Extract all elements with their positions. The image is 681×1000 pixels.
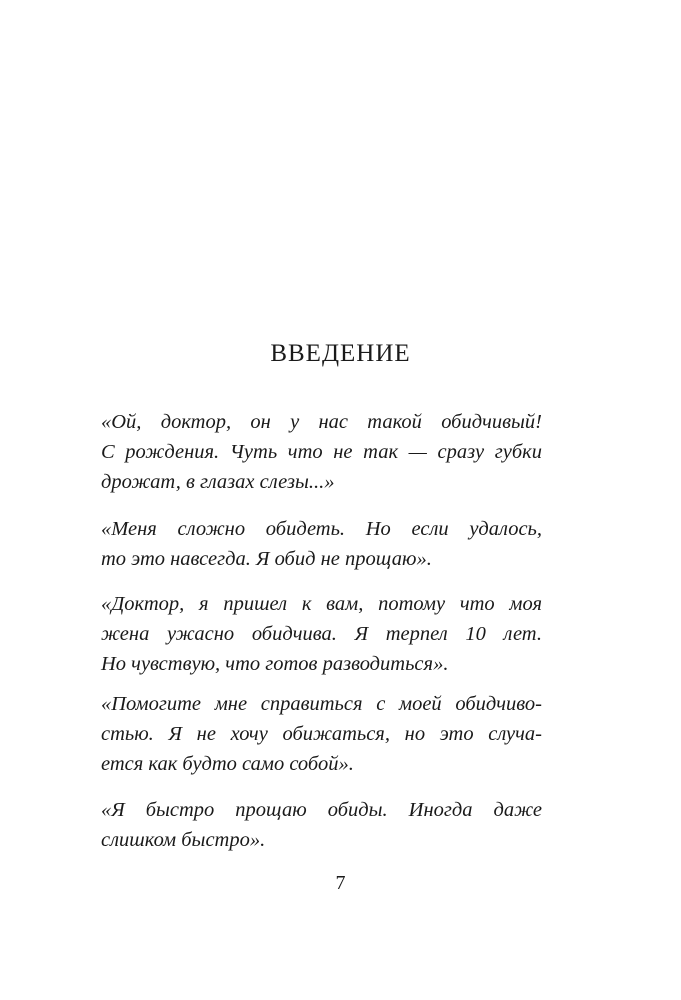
- chapter-title: ВВЕДЕНИЕ: [270, 340, 411, 367]
- quote-line: С рождения. Чуть что не так — сразу губки: [101, 441, 542, 463]
- quote-line: стью. Я не хочу обижаться, но это случа-: [101, 723, 542, 745]
- quote-paragraph: [101, 514, 542, 574]
- quote-line: «Помогите мне справиться с моей обидчиво-: [101, 693, 542, 715]
- quote-paragraph: [101, 407, 542, 497]
- quote-line: Но чувствую, что готов разводиться».: [101, 653, 449, 675]
- quote-paragraph: [101, 795, 542, 855]
- page-number: 7: [335, 872, 346, 894]
- quote-paragraph: [101, 589, 542, 679]
- quote-line: то это навсегда. Я обид не прощаю».: [101, 548, 432, 570]
- quote-line: «Я быстро прощаю обиды. Иногда даже: [101, 799, 542, 821]
- quote-line: ется как будто само собой».: [101, 753, 354, 775]
- quote-line: слишком быстро».: [101, 829, 266, 851]
- quote-line: дрожат, в глазах слезы...»: [101, 471, 335, 493]
- quote-line: «Меня сложно обидеть. Но если удалось,: [101, 518, 542, 540]
- quote-paragraph: [101, 689, 542, 779]
- quote-line: жена ужасно обидчива. Я терпел 10 лет.: [101, 623, 542, 645]
- quote-line: «Ой, доктор, он у нас такой обидчивый!: [101, 411, 542, 433]
- quote-line: «Доктор, я пришел к вам, потому что моя: [101, 593, 542, 615]
